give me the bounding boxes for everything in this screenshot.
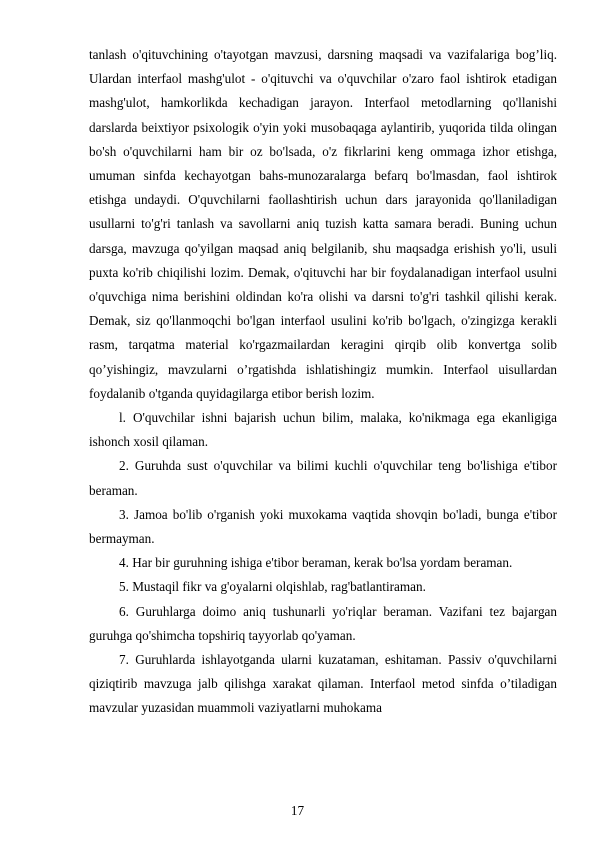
list-item-3: 3. Jamoa bo'lib o'rganish yoki muxokama vaqtida shovqin bo'ladi, bunga e'tibor bermayman. [89,506,557,547]
list-item-7: 7. Guruhlarda ishlayotganda ularni kuzataman, eshitaman. Passiv o'quvchilarni qiziqtirib mavzuga jalb qilishga xarakat qilaman. Interfaol metod sinfda o’tiladigan mavzular yuzasidan muammoli vaziyatlarni muhokama [89,652,557,716]
body-text [89,43,557,721]
list-item-5: 5. Mustaqil fikr va g'oyalarni olqishlab, rag'batlantiraman. [119,579,426,595]
list-item-6: 6. Guruhlarga doimo aniq tushunarli yo'riqlar beraman. Vazifani tez bajargan guruhga qo'shimcha topshiriq tayyorlab qo'yaman. [89,603,557,643]
list-item-2: 2. Guruhda sust o'quvchilar va bilimi kuchli o'quvchilar teng bo'lishiga e'tibor beraman. [89,458,557,498]
page-number: 17 [290,803,305,818]
list-item-4: 4. Har bir guruhning ishiga e'tibor beraman, kerak bo'lsa yordam beraman. [119,555,513,571]
list-item-1: l. O'quvchilar ishni bajarish uchun bilim, malaka, ko'nikmaga ega ekanligiga ishonch xosil qilaman. [89,410,557,450]
intro-paragraph: tanlash o'qituvchining o'tayotgan mavzusi, darsning maqsadi va vazifalariga bog’liq. Ulardan interfaol mashg'ulot - o'qituvchi va o'quvchilar o'zaro faol ishtirok etadigan mashg'ulot, hamkorlikda kechadigan jarayon. Interfaol metodlarning qo'llanishi darslarda beixtiyor psixologik o'yin yoki musobaqaga aylantirib, yuqorida tilda olingan bo'sh o'quvchilarni ham bir oz bo'lsada, o'z fikrlarini keng ommaga izhor etishga, umuman sinfda kechayotgan bahs-munozaralarga befarq bo'lmasdan, faol ishtirok etishga undaydi. O'quvchilarni faollashtirish uchun dars jarayonida qo'llaniladigan usullarni to'g'ri tanlash va savollarni aniq tuzish katta samara beradi. Buning uchun darsga, mavzuga qo'yilgan maqsad aniq belgilanib, shu maqsadga erishish yo'li, usuli puxta ko'rib chiqilishi lozim. Demak, o'qituvchi har bir foydalanadigan interfaol usulni o'quvchiga nima berishini oldindan ko'ra olishi va darsni to'g'ri tashkil qilishi kerak. Demak, siz qo'llanmoqchi bo'lgan interfaol usulini ko'rib bo'lgach, o'zingizga kerakli rasm, tarqatma material ko'rgazmailardan keragini qirqib olib konvertga solib qo’yishingiz, mavzularni o’rgatishda ishlatishingiz mumkin. Interfaol uisullardan foydalanib o'tganda quyidagilarga etibor berish lozim. [89,47,557,401]
